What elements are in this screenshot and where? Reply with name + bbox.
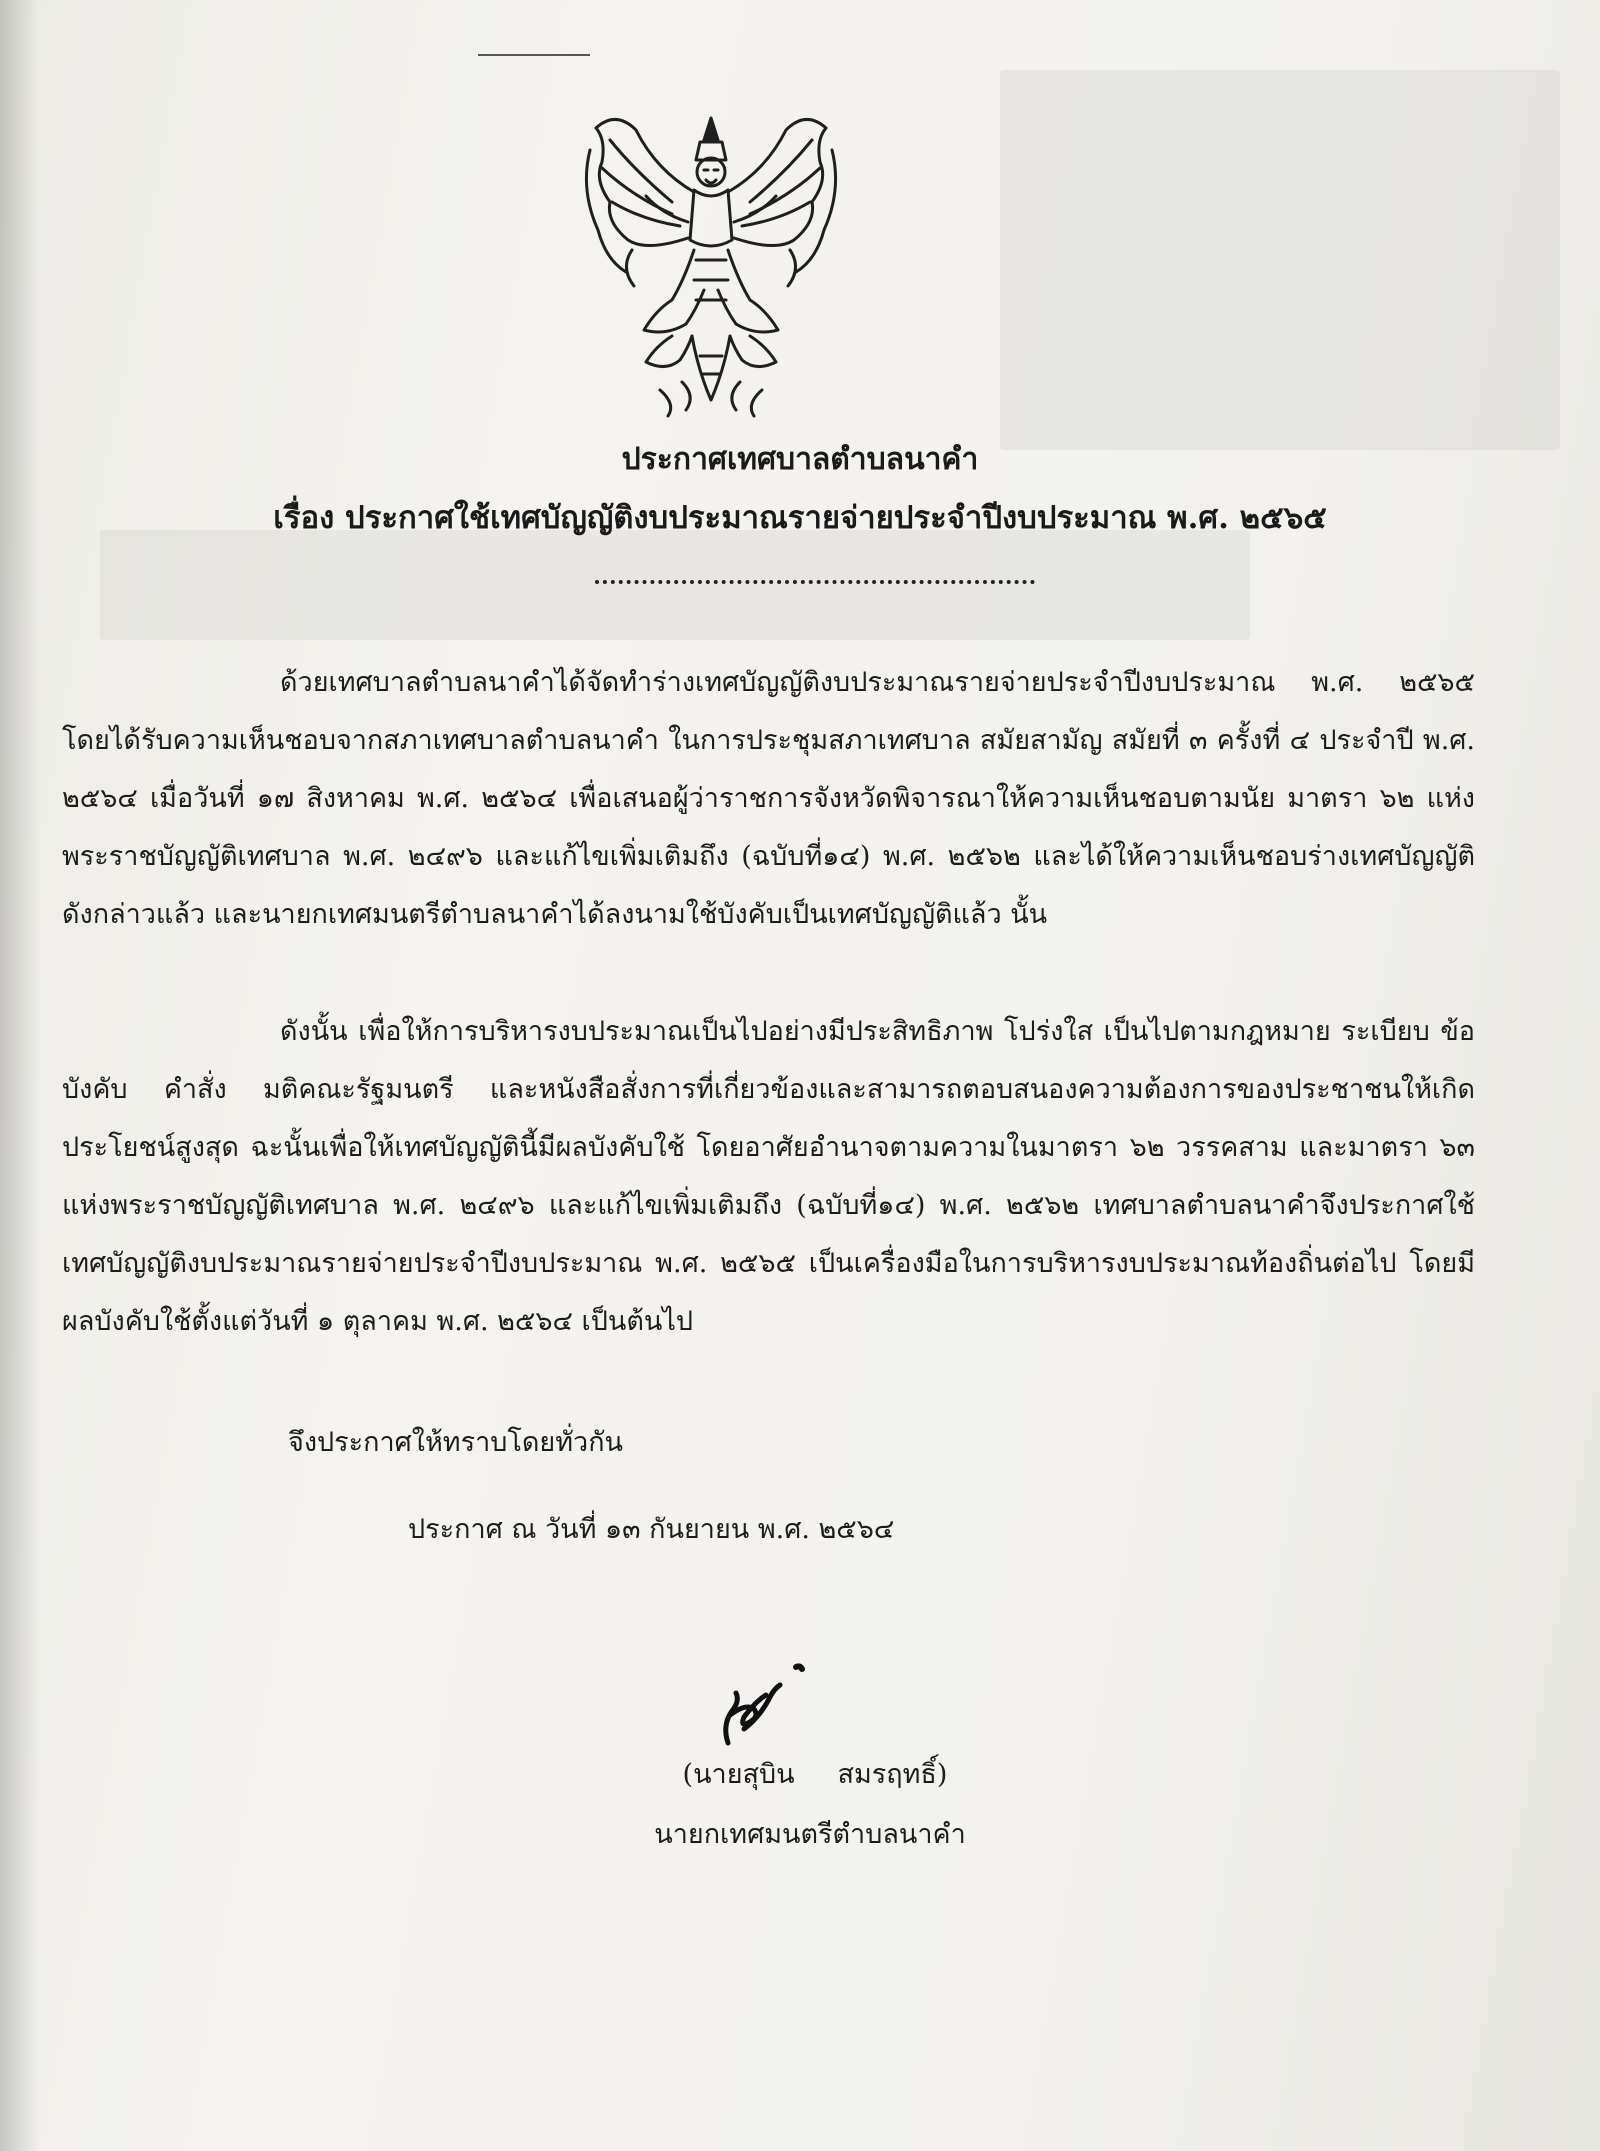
garuda-emblem-icon — [576, 110, 846, 420]
announcement-subject: เรื่อง ประกาศใช้เทศบัญญัติงบประมาณรายจ่ายประจำปีงบประมาณ พ.ศ. ๒๕๖๕ — [273, 500, 1327, 536]
handwritten-signature-icon — [700, 1655, 820, 1755]
top-dash-mark — [478, 54, 590, 56]
show-through-text — [1000, 70, 1560, 450]
show-through-text — [100, 530, 1250, 640]
announcement-date: ประกาศ ณ วันที่ ๑๓ กันยายน พ.ศ. ๒๕๖๔ — [408, 1514, 895, 1545]
dotted-separator — [595, 580, 1035, 584]
body-paragraph-2: ดังนั้น เพื่อให้การบริหารงบประมาณเป็นไปอย่างมีประสิทธิภาพ โปร่งใส เป็นไปตามกฎหมาย ระเบียบ ข้อบังคับ คำสั่ง มติคณะรัฐมนตรี และหนังสือสั่งการที่เกี่ยวข้องและสามารถตอบสนองความต้องการของประชาชนให้เกิดประโยชน์สูงสุด ฉะนั้นเพื่อให้เทศบัญญัตินี้มีผลบังคับใช้ โดยอาศัยอำนาจตามความในมาตรา ๖๒ วรรคสาม และมาตรา ๖๓ แห่งพระราชบัญญัติเทศบาล พ.ศ. ๒๔๙๖ และแก้ไขเพิ่มเติมถึง (ฉบับที่๑๔) พ.ศ. ๒๕๖๒ เทศบาลตำบลนาคำจึงประกาศใช้เทศบัญญัติงบประมาณรายจ่ายประจำปีงบประมาณ พ.ศ. ๒๕๖๕ เป็นเครื่องมือในการบริหารงบประมาณท้องถิ่นต่อไป โดยมีผลบังคับใช้ตั้งแต่วันที่ ๑ ตุลาคม พ.ศ. ๒๕๖๔ เป็นต้นไป — [62, 1016, 1475, 1337]
body-paragraph-1: ด้วยเทศบาลตำบลนาคำได้จัดทำร่างเทศบัญญัติงบประมาณรายจ่ายประจำปีงบประมาณ พ.ศ. ๒๕๖๕ โดยได้รับความเห็นชอบจากสภาเทศบาลตำบลนาคำ ในการประชุมสภาเทศบาล สมัยสามัญ สมัยที่ ๓ ครั้งที่ ๔ ประจำปี พ.ศ. ๒๕๖๔ เมื่อวันที่ ๑๗ สิงหาคม พ.ศ. ๒๕๖๔ เพื่อเสนอผู้ว่าราชการจังหวัดพิจารณาให้ความเห็นชอบตามนัย มาตรา ๖๒ แห่งพระราชบัญญัติเทศบาล พ.ศ. ๒๔๙๖ และแก้ไขเพิ่มเติมถึง (ฉบับที่๑๔) พ.ศ. ๒๕๖๒ และได้ให้ความเห็นชอบร่างเทศบัญญัติดังกล่าวแล้ว และนายกเทศมนตรีตำบลนาคำได้ลงนามใช้บังคับเป็นเทศบัญญัติแล้ว นั้น — [62, 667, 1475, 930]
signer-position: นายกเทศมนตรีตำบลนาคำ — [654, 1819, 966, 1850]
closing-statement: จึงประกาศให้ทราบโดยทั่วกัน — [288, 1427, 623, 1458]
signer-name: (นายสุบิน สมรฤทธิ์) — [682, 1759, 948, 1790]
announcement-title: ประกาศเทศบาลตำบลนาคำ — [621, 442, 979, 477]
